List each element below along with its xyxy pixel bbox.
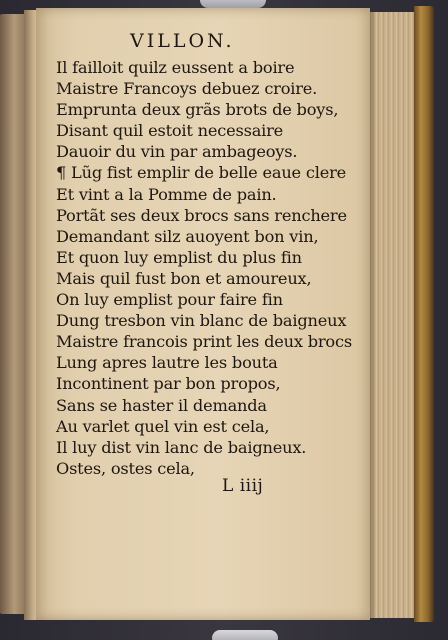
- verse-line: Ostes, ostes cela,: [56, 458, 195, 478]
- book-clip-bottom: [212, 630, 278, 640]
- verse-line: Demandant silz auoyent bon vin,: [56, 226, 319, 246]
- verse-line: Lung apres lautre les bouta: [56, 353, 278, 373]
- verse-line: Au varlet quel vin est cela,: [56, 416, 270, 436]
- verse-line: Et quon luy emplist du plus fin: [56, 247, 302, 267]
- book-cover-edge: [414, 6, 434, 622]
- verse-line: Incontinent par bon propos,: [56, 374, 281, 394]
- verse-line: ¶ Lũg fist emplir de belle eaue clere: [56, 163, 347, 183]
- verse-line: On luy emplist pour faire fin: [56, 290, 283, 310]
- facing-page-edge: [0, 14, 26, 614]
- verse-line: Maistre Francoys debuez croire.: [56, 79, 318, 99]
- verse-line: Sans se haster il demanda: [56, 395, 267, 415]
- page-edges: [370, 12, 416, 618]
- verse-line: Et vint a la Pomme de pain.: [56, 184, 277, 204]
- verse-line: Emprunta deux grãs brots de boys,: [56, 100, 339, 120]
- verse-line: Maistre francois print les deux brocs: [56, 332, 352, 352]
- verse-line: Dung tresbon vin blanc de baigneux: [56, 311, 347, 331]
- book-clip-top: [200, 0, 266, 8]
- verse-line: Portãt ses deux brocs sans renchere: [56, 205, 347, 225]
- verse-block: [56, 57, 356, 479]
- verse-line: Mais quil fust bon et amoureux,: [56, 268, 312, 288]
- running-header: VILLON.: [130, 30, 235, 52]
- verse-line: Disant quil estoit necessaire: [56, 121, 284, 141]
- verse-line: Il luy dist vin lanc de baigneux.: [56, 437, 307, 457]
- verse-line: Il failloit quilz eussent a boire: [56, 58, 295, 77]
- signature-mark: L iiij: [222, 476, 264, 496]
- verse-line: Dauoir du vin par ambageoys.: [56, 142, 298, 162]
